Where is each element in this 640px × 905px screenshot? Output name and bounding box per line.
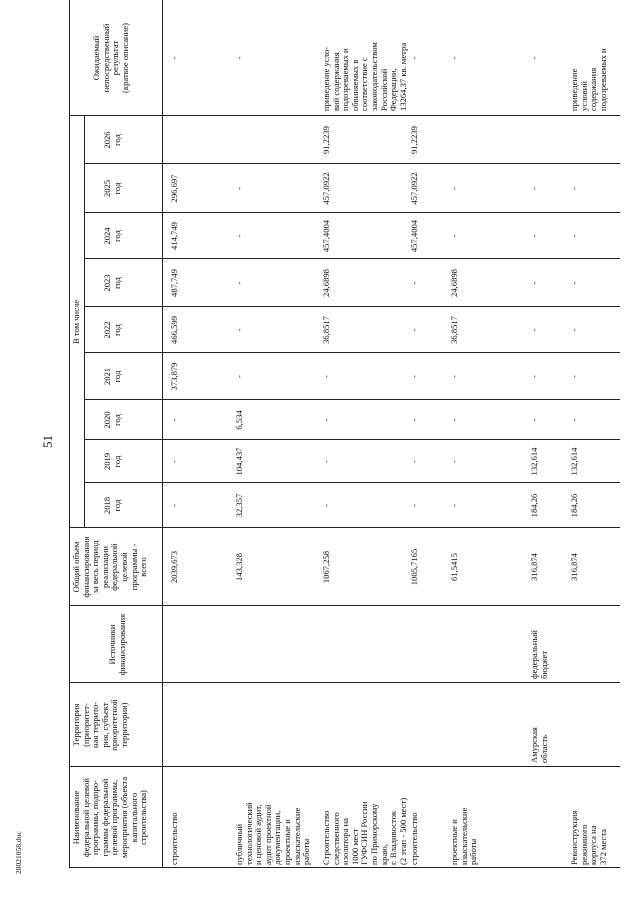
column-divider	[84, 212, 620, 213]
table-top-border	[69, 0, 70, 868]
row-year-value: 24,6898	[449, 269, 459, 297]
header-year-word: год	[112, 370, 122, 383]
row-name: технологический	[243, 802, 254, 865]
row-name: 1000 мест	[349, 828, 360, 865]
row-name: 372 места	[597, 829, 608, 865]
row-year-value: 91,2239	[321, 126, 331, 154]
row-year-value: -	[569, 418, 579, 422]
row-result: приведение	[569, 68, 579, 111]
row-year-value: 457,0922	[321, 172, 331, 205]
row-year-value: 466,599	[169, 316, 179, 344]
row-year-value: 373,879	[169, 362, 179, 391]
header-year: 2018	[102, 496, 112, 515]
header-year-word: год	[112, 230, 122, 242]
row-year-value: -	[169, 418, 179, 422]
header-territory: рия, субъект	[99, 702, 110, 748]
row-year-value: 184,26	[529, 493, 539, 518]
row-year-value: -	[569, 187, 579, 190]
header-territory: приоритетной	[109, 699, 120, 751]
row-territory: Амурская	[529, 727, 539, 763]
row-name: изыскательские	[458, 807, 469, 865]
row-result: законодательством	[369, 42, 379, 111]
row-year-value: -	[169, 460, 179, 463]
row-year-value: -	[409, 328, 419, 332]
row-name: режимного	[578, 824, 589, 865]
header-result: результат	[110, 40, 121, 76]
column-divider	[84, 306, 620, 307]
row-result: обвиняемых в	[349, 59, 360, 111]
subheader-line	[84, 116, 85, 528]
row-year-value: 32,357	[234, 493, 244, 518]
row-result: вий содержания	[330, 52, 341, 111]
row-year-value: -	[169, 504, 179, 507]
row-year-value: -	[409, 460, 419, 463]
row-name: работы	[301, 838, 312, 865]
header-year-word: год	[112, 134, 122, 146]
row-year-value: 6,534	[234, 410, 244, 430]
row-year-value: -	[449, 460, 459, 463]
header-sources: Источники	[107, 624, 117, 665]
header-total: реализации	[99, 546, 110, 588]
header-year-word: год	[112, 182, 122, 195]
header-total: Общий объем	[71, 541, 81, 593]
row-source: федеральный	[529, 630, 539, 679]
row-result: 13264,37 кв. метра	[397, 42, 408, 111]
row-year-value: -	[449, 418, 459, 422]
header-total: программы -	[128, 543, 139, 591]
header-year: 2022	[102, 321, 112, 339]
row-name: публичный	[234, 823, 244, 865]
row-name: следственного	[330, 812, 341, 865]
row-year-value: -	[569, 281, 579, 285]
header-territory: Территория	[71, 703, 81, 747]
header-result: Ожидаемый	[91, 35, 101, 81]
header-name: целевой программы,	[109, 779, 120, 856]
row-year-value: 132,614	[529, 447, 539, 476]
row-total: 61,5415	[449, 553, 459, 581]
header-including: В том числе	[71, 299, 81, 345]
row-name: (2 этап - 500 мест)	[397, 797, 408, 865]
row-name: проектные и	[282, 819, 292, 865]
row-name: документации,	[272, 810, 283, 865]
row-year-value: 36,8517	[449, 316, 459, 344]
header-result: (краткое описание)	[119, 23, 130, 93]
header-year: 2025	[102, 179, 112, 198]
row-result: -	[449, 56, 459, 60]
row-result: содержания	[588, 67, 599, 111]
header-year-word: год	[112, 455, 122, 468]
row-year-value: -	[409, 504, 419, 507]
row-year-value: 487,749	[169, 269, 179, 297]
row-year-value: 132,614	[569, 447, 579, 476]
header-name: строительства)	[138, 790, 149, 845]
header-year: 2020	[102, 411, 112, 429]
row-name: аудит проектной	[262, 804, 273, 865]
row-year-value: -	[529, 187, 539, 190]
row-year-value: -	[321, 418, 331, 422]
page-number: 51	[40, 435, 55, 448]
header-name: Наименование	[71, 790, 81, 845]
row-year-value: 457,0922	[409, 172, 419, 205]
row-year-value: -	[409, 375, 419, 378]
row-result: подозреваемых и	[597, 48, 608, 111]
header-territory: ная террито-	[90, 701, 101, 749]
header-total: за весь период	[90, 540, 101, 594]
row-year-value: -	[234, 234, 244, 238]
header-total: всего	[138, 557, 149, 577]
row-name: изыскательские	[291, 807, 302, 865]
row-year-value: -	[529, 418, 539, 422]
row-territory: область	[538, 734, 549, 763]
row-name: строительство	[169, 812, 179, 865]
row-total: 1067,258	[321, 550, 331, 584]
row-result: Российской	[378, 68, 389, 111]
column-divider	[84, 258, 620, 259]
row-year-value: -	[569, 328, 579, 332]
row-year-value: -	[529, 375, 539, 378]
row-year-value: 296,697	[169, 174, 179, 203]
column-divider	[84, 439, 620, 440]
row-year-value: -	[409, 281, 419, 285]
header-name: федеральной целевой	[80, 778, 91, 857]
row-name: работы	[468, 838, 479, 865]
row-year-value: -	[321, 504, 331, 507]
row-year-value: 184,26	[569, 493, 579, 518]
header-name: программы, подпро-	[90, 780, 101, 855]
header-year-word: год	[112, 499, 122, 512]
header-year: 2023	[102, 274, 112, 292]
row-result: -	[529, 56, 539, 60]
row-year-value: -	[529, 328, 539, 332]
row-name: Реконструкция	[569, 810, 579, 865]
row-result: приведение усло-	[321, 46, 331, 111]
row-name: и ценовой аудит,	[253, 804, 264, 865]
row-total: 2039,673	[169, 550, 179, 584]
row-year-value: -	[409, 418, 419, 422]
row-name: краю,	[378, 844, 389, 865]
row-total: 316,874	[569, 553, 579, 581]
table-left-border	[69, 867, 620, 868]
header-name: мероприятия (объекта	[119, 776, 129, 859]
row-year-value: -	[449, 375, 459, 378]
header-year-word: год	[112, 277, 122, 289]
row-year-value: -	[529, 281, 539, 285]
row-name: ГУФСИН России	[359, 801, 370, 865]
header-year-word: год	[112, 414, 122, 426]
row-source: бюджет	[538, 650, 549, 679]
row-name: проектные и	[449, 819, 459, 865]
row-result: соответствие с	[359, 57, 370, 111]
row-year-value: -	[449, 504, 459, 507]
row-year-value: -	[234, 375, 244, 378]
row-result: Федерации,	[388, 68, 399, 111]
row-year-value: -	[529, 234, 539, 238]
column-divider	[84, 482, 620, 483]
file-footer: 28021058.doc	[14, 831, 23, 874]
row-year-value: -	[321, 460, 331, 463]
header-territory: (приоритет-	[80, 703, 91, 747]
header-total: финансирования	[80, 536, 91, 598]
row-year-value: 91,2239	[409, 126, 419, 154]
header-year: 2024	[102, 227, 112, 245]
row-year-value: -	[449, 187, 459, 190]
row-name: изолятора на	[340, 818, 351, 865]
row-result: подозреваемых и	[340, 48, 351, 111]
row-year-value: -	[234, 328, 244, 332]
header-result: непосредственный	[100, 23, 111, 93]
column-divider	[84, 163, 620, 164]
row-year-value: 457,4004	[321, 219, 331, 253]
row-year-value: 104,437	[234, 447, 244, 476]
header-year: 2021	[102, 367, 112, 386]
row-year-value: -	[234, 281, 244, 285]
row-year-value: -	[321, 375, 331, 378]
header-year: 2026	[102, 131, 112, 149]
row-total: 316,874	[529, 553, 539, 581]
column-divider	[84, 352, 620, 353]
header-total: целевой	[119, 552, 129, 582]
row-total: 1005,7165	[409, 548, 419, 586]
header-name: граммы федеральной	[99, 778, 110, 857]
row-total: 143,328	[234, 553, 244, 581]
column-divider	[84, 399, 620, 400]
row-result: -	[169, 56, 179, 60]
header-year: 2019	[102, 452, 112, 471]
row-year-value: -	[234, 187, 244, 190]
header-territory: территории)	[119, 702, 129, 748]
row-year-value: 24,6898	[321, 269, 331, 297]
header-sources: финансирования	[116, 613, 127, 676]
row-year-value: 414,749	[169, 222, 179, 250]
header-year-word: год	[112, 324, 122, 336]
header-total: федеральной	[109, 543, 120, 591]
row-year-value: -	[449, 234, 459, 238]
row-year-value: 36,8517	[321, 316, 331, 344]
row-name: строительство	[409, 812, 419, 865]
row-year-value: -	[569, 375, 579, 378]
header-bottom-border	[162, 0, 163, 868]
row-name: корпуса на	[588, 825, 599, 865]
row-name: по Приморскому	[369, 803, 379, 865]
row-name: г. Владивосток	[388, 810, 399, 865]
header-name: капитального	[128, 792, 139, 843]
row-result: -	[234, 56, 244, 60]
row-result: -	[409, 56, 419, 60]
row-year-value: 457,4004	[409, 219, 419, 253]
row-name: Строительство	[321, 810, 331, 865]
row-result: условий	[578, 81, 589, 111]
row-year-value: -	[569, 234, 579, 238]
